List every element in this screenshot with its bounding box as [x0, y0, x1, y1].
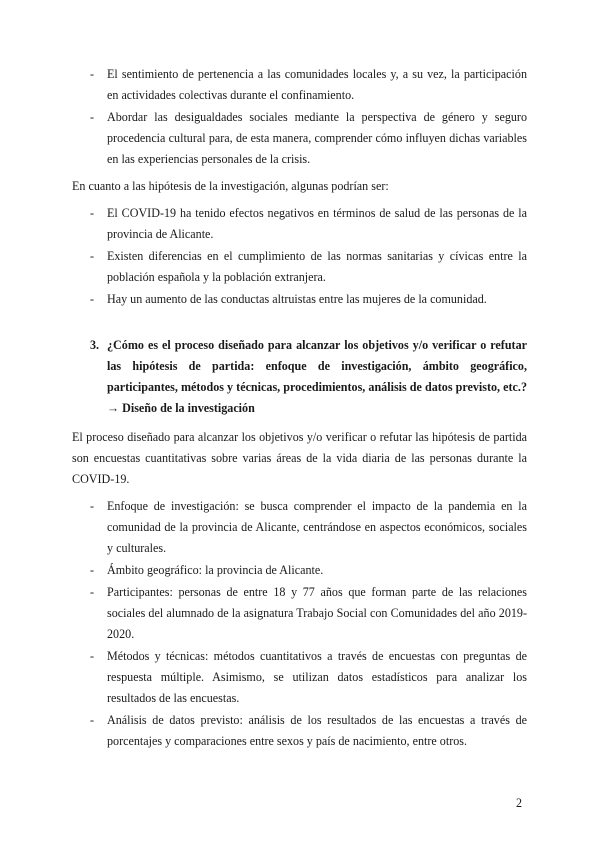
design-paragraph: El proceso diseñado para alcanzar los objetivos y/o verificar o refutar las hipótesis de partida son encuestas cuantitativas sobre varias áreas de la vida diaria de las personas durante la COVID-19. [72, 430, 527, 486]
list-item: - Hay un aumento de las conductas altruistas entre las mujeres de la comunidad. [72, 289, 527, 310]
dash-bullet: - [90, 585, 95, 599]
dash-bullet: - [90, 206, 95, 220]
question-text: ¿Cómo es el proceso diseñado para alcanzar los objetivos y/o verificar o refutar las hipótesis de partida: enfoque de investigación, ámbito geográfico, participantes, métodos y técnicas, procedimientos, análisis de datos previsto, etc.? → Diseño de la investigación [107, 338, 527, 415]
document-page [72, 64, 527, 758]
list-item: - Métodos y técnicas: métodos cuantitativos a través de encuestas con preguntas de respuesta múltiple. Asimismo, se utilizan datos estadísticos para analizar los resultados de las encuestas. [72, 646, 527, 709]
dash-bullet: - [90, 563, 95, 577]
section-question-heading [72, 335, 527, 419]
list-item: - Existen diferencias en el cumplimiento de las normas sanitarias y cívicas entre la población española y la población extranjera. [72, 246, 527, 288]
objectives-list [72, 64, 527, 170]
dash-bullet: - [90, 713, 95, 727]
hypotheses-intro: En cuanto a las hipótesis de la investigación, algunas podrían ser: [72, 179, 389, 193]
list-item: - Participantes: personas de entre 18 y 77 años que forman parte de las relaciones sociales del alumnado de la asignatura Trabajo Social con Comunidades del año 2019-2020. [72, 582, 527, 645]
page-number: 2 [516, 796, 523, 810]
list-item: - El sentimiento de pertenencia a las comunidades locales y, a su vez, la participación en actividades colectivas durante el confinamiento. [72, 64, 527, 106]
dash-bullet: - [90, 67, 95, 81]
hypotheses-list [72, 203, 527, 310]
dash-bullet: - [90, 499, 95, 513]
design-list [72, 496, 527, 752]
dash-bullet: - [90, 649, 95, 663]
dash-bullet: - [90, 110, 95, 124]
list-item: - Ámbito geográfico: la provincia de Alicante. [72, 560, 527, 581]
dash-bullet: - [90, 292, 95, 306]
dash-bullet: - [90, 249, 95, 263]
list-item: - Enfoque de investigación: se busca comprender el impacto de la pandemia en la comunidad de la provincia de Alicante, centrándose en aspectos económicos, sociales y culturales. [72, 496, 527, 559]
list-item: - Abordar las desigualdades sociales mediante la perspectiva de género y seguro procedencia cultural para, de esta manera, comprender cómo influyen dichas variables en las experiencias personales de la crisis. [72, 107, 527, 170]
list-item: - Análisis de datos previsto: análisis de los resultados de las encuestas a través de porcentajes y comparaciones entre sexos y país de nacimiento, entre otros. [72, 710, 527, 752]
question-number: 3. [90, 338, 100, 352]
list-item: - El COVID-19 ha tenido efectos negativos en términos de salud de las personas de la provincia de Alicante. [72, 203, 527, 245]
